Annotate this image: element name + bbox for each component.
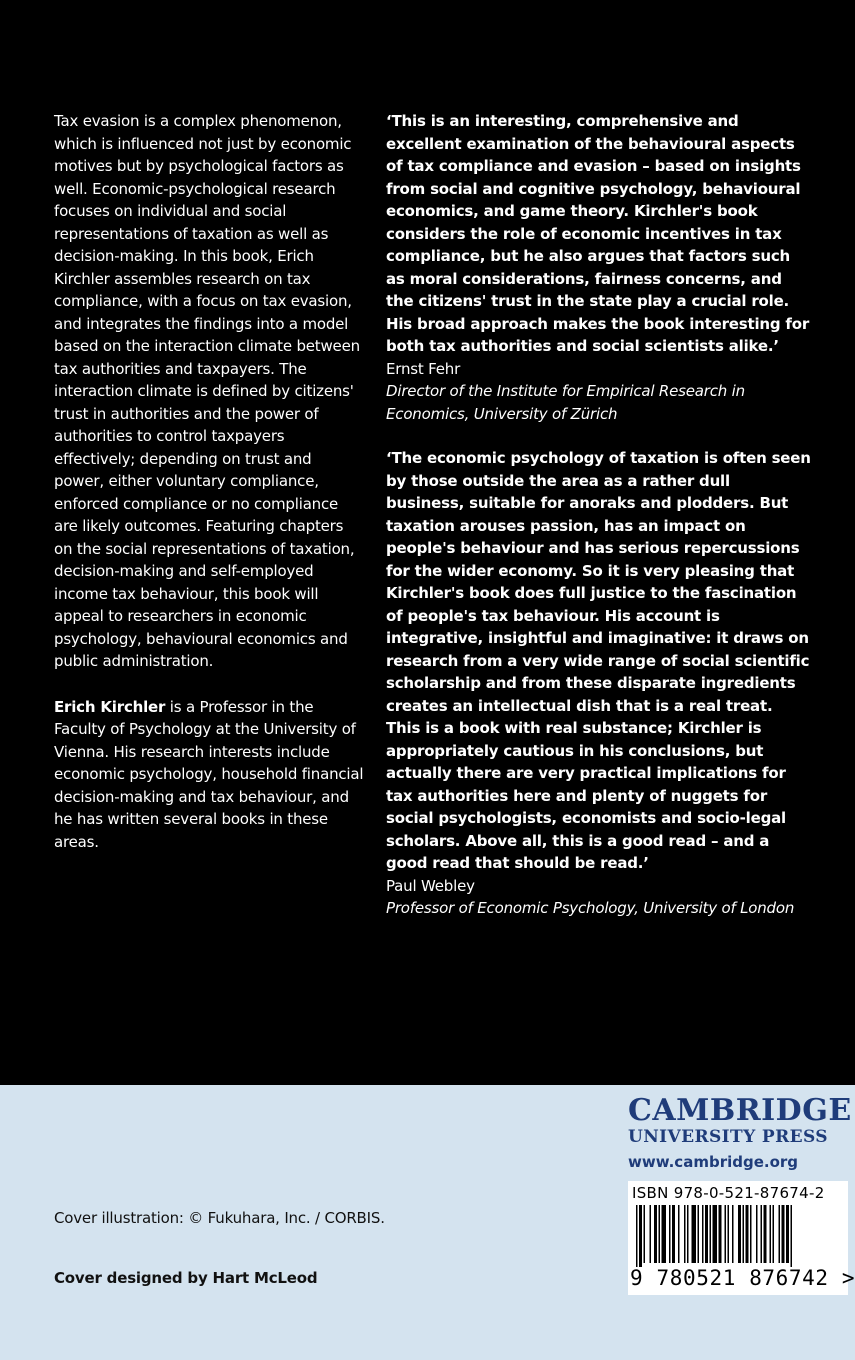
book-description: Tax evasion is a complex phenomenon, which is influenced not just by economic motives but by psychological factors as well. Economic-psychological research focuses on individual and social representations of taxation as well as decision-making. In this book, Erich Kirchler assembles research on tax compliance, with a focus on tax evasion, and integrates the findings into a model based on the interaction climate between tax authorities and taxpayers. The interaction climate is defined by citizens' trust in authorities and the power of authorities to control taxpayers effectively; depending on trust and power, either voluntary compliance, enforced compliance or no compliance are likely outcomes. Featuring chapters on the social representations of taxation, decision-making and self-employed income tax behaviour, this book will appeal to researchers in economic psychology, behavioural economics and public administration. (54, 112, 360, 670)
review-quote: ‘This is an interesting, comprehensive and excellent examination of the behavioural aspects of tax compliance and evasion – based on insights from social and cognitive psychology, behavioural economics, and game theory. Kirchler's book considers the role of economic incentives in tax compliance, but he also argues that factors such as moral considerations, fairness concerns, and the citizens' trust in the state play a crucial role. His broad approach makes the book interesting for both tax authorities and social scientists alike.’ (386, 112, 810, 355)
barcode (628, 1181, 855, 1295)
blurb-column (54, 110, 364, 876)
barcode-bar (672, 1205, 675, 1263)
barcode-bar (659, 1205, 661, 1263)
publisher-url: www.cambridge.org (628, 1153, 799, 1171)
barcode-bar (687, 1205, 689, 1263)
barcode-bar (702, 1205, 704, 1263)
barcode-bar (705, 1205, 708, 1263)
barcode-bar (743, 1205, 745, 1263)
barcode-bar (746, 1205, 749, 1263)
barcode-bar (764, 1205, 767, 1263)
barcode-bar (738, 1205, 741, 1263)
reviewer-name: Ernst Fehr (386, 359, 461, 378)
barcode-bar (770, 1205, 772, 1263)
author-name: Erich Kirchler (54, 697, 166, 716)
reviews-column (386, 110, 811, 942)
publisher-subname: UNIVERSITY PRESS (628, 1127, 828, 1147)
review-quote: ‘The economic psychology of taxation is often seen by those outside the area as a rather dull business, suitable for anoraks and plodders. But taxation arouses passion, has an impact on people's behaviour and has serious repercussions for the wider economy. So it is very pleasing that Kirchler's book does full justice to the fascination of people's tax behaviour. His account is integrative, insightful and imaginative: it draws on research from a very wide range of social scientific scholarship and from these disparate ingredients creates an intellectual dish that is a real treat. This is a book with real substance; Kirchler is appropriately cautious in his conclusions, but actually there are very practical implications for tax authorities here and plenty of nuggets for social psychologists, economists and socio-legal scholars. Above all, this is a good read – and a good read that should be read.’ (386, 449, 811, 872)
barcode-bar (692, 1205, 697, 1263)
barcode-bar (732, 1205, 734, 1263)
barcode-bar (728, 1205, 730, 1263)
illustration-credit: Cover illustration: © Fukuhara, Inc. / CORBIS. (54, 1209, 385, 1227)
barcode-bar (662, 1205, 667, 1263)
author-bio (54, 696, 364, 854)
barcode-bar (636, 1205, 638, 1267)
barcode-bar (639, 1205, 642, 1267)
barcode-bar (773, 1205, 775, 1263)
barcode-bar (779, 1205, 781, 1263)
barcode-bar (698, 1205, 700, 1263)
barcode-bar (669, 1205, 671, 1263)
barcode-bar (786, 1205, 789, 1263)
barcode-bar (756, 1205, 758, 1263)
publisher-logo (628, 1095, 850, 1171)
design-credit: Cover designed by Hart McLeod (54, 1269, 318, 1287)
reviewer-name: Paul Webley (386, 876, 475, 895)
barcode-bar (719, 1205, 722, 1263)
barcode-bar (782, 1205, 785, 1263)
barcode-bar (761, 1205, 763, 1263)
barcode-bar (684, 1205, 686, 1263)
isbn-text: ISBN 978-0-521-87674-2 (632, 1184, 825, 1202)
barcode-digits: 9 780521 876742 > (630, 1266, 855, 1290)
barcode-bar (650, 1205, 652, 1263)
reviewer-title: Director of the Institute for Empirical Research in Economics, University of Zürich (386, 382, 745, 423)
reviewer-title: Professor of Economic Psychology, University of London (386, 899, 795, 917)
barcode-bar (654, 1205, 657, 1263)
barcode-bars (630, 1205, 846, 1267)
author-bio-text: is a Professor in the Faculty of Psychology at the University of Vienna. His research interests include economic psychology, household financial decision-making and tax behaviour, and he has written several books in these areas. (54, 697, 364, 851)
barcode-bar (710, 1205, 712, 1263)
review-webley (386, 447, 811, 920)
back-cover-footer (0, 1085, 855, 1360)
barcode-bar (713, 1205, 718, 1263)
barcode-bar (750, 1205, 752, 1263)
review-fehr (386, 110, 811, 425)
barcode-bar (791, 1205, 793, 1267)
publisher-name: CAMBRIDGE (628, 1093, 852, 1128)
barcode-bar (678, 1205, 680, 1263)
barcode-bar (644, 1205, 646, 1263)
barcode-bar (725, 1205, 727, 1263)
